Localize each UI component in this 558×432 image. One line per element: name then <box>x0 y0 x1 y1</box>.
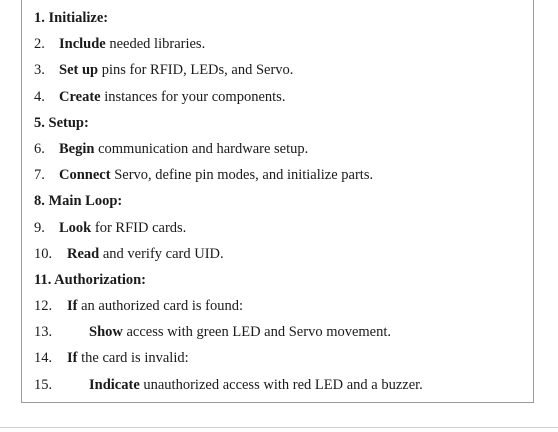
step-text: an authorized card is found: <box>77 298 243 315</box>
step-text: for RFID cards. <box>91 219 187 236</box>
step-12 <box>34 297 423 323</box>
step-verb: If <box>67 350 78 367</box>
step-verb: Create <box>59 88 101 105</box>
section-title: Initialize: <box>48 10 109 26</box>
step-7 <box>34 166 423 192</box>
section-title: Authorization: <box>54 271 146 288</box>
section-title: Setup: <box>48 114 89 131</box>
step-number: 2. <box>34 36 45 53</box>
step-number: 5. <box>34 114 45 131</box>
step-verb: Look <box>59 219 92 236</box>
step-verb: If <box>67 298 78 315</box>
step-number: 6. <box>34 140 45 157</box>
step-number: 1. <box>34 10 45 26</box>
algorithm-steps-list <box>34 9 423 402</box>
step-number: 10. <box>34 245 53 262</box>
step-number: 14. <box>34 350 53 367</box>
step-text: and verify card UID. <box>99 245 224 262</box>
step-5-section-heading <box>34 114 423 140</box>
step-verb: Include <box>59 36 106 53</box>
step-14 <box>34 349 423 375</box>
step-verb: Read <box>67 245 100 262</box>
step-text: pins for RFID, LEDs, and Servo. <box>98 62 294 79</box>
step-11-section-heading <box>34 271 423 297</box>
step-indent <box>67 324 391 340</box>
step-8-section-heading <box>34 192 423 218</box>
step-number: 13. <box>34 324 53 341</box>
page-divider <box>0 427 558 428</box>
step-number: 11. <box>34 271 52 288</box>
step-number: 9. <box>34 219 45 236</box>
step-10 <box>34 245 423 271</box>
step-4 <box>34 88 423 114</box>
step-number: 8. <box>34 193 45 210</box>
step-text: access with green LED and Servo movement. <box>122 324 392 341</box>
step-verb: Show <box>89 324 123 341</box>
section-title: Main Loop: <box>48 193 123 210</box>
step-text: unauthorized access with red LED and a buzzer. <box>139 376 423 393</box>
step-6 <box>34 140 423 166</box>
step-verb: Begin <box>59 140 95 157</box>
step-text: needed libraries. <box>105 36 206 53</box>
step-3 <box>34 61 423 87</box>
step-1-section-heading <box>34 9 423 35</box>
step-number: 15. <box>34 376 53 393</box>
step-15 <box>34 376 423 402</box>
step-number: 4. <box>34 88 45 105</box>
step-verb: Indicate <box>89 376 140 393</box>
step-number: 7. <box>34 167 45 184</box>
step-text: the card is invalid: <box>77 350 189 367</box>
step-9 <box>34 219 423 245</box>
step-verb: Connect <box>59 167 111 184</box>
step-indent <box>67 377 423 393</box>
step-2 <box>34 35 423 61</box>
step-verb: Set up <box>59 62 99 79</box>
step-number: 3. <box>34 62 45 79</box>
step-13 <box>34 323 423 349</box>
step-number: 12. <box>34 298 53 315</box>
step-text: Servo, define pin modes, and initialize parts. <box>110 167 374 184</box>
step-text: communication and hardware setup. <box>94 140 309 157</box>
step-text: instances for your components. <box>100 88 286 105</box>
